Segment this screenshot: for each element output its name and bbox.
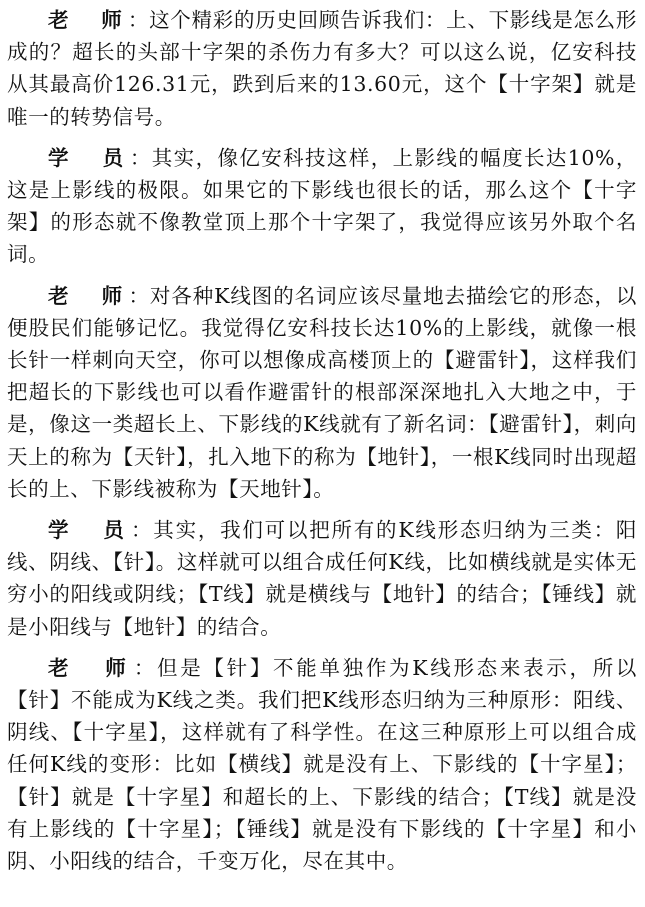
paragraph-text: ：对各种K线图的名词应该尽量地去描绘它的形态，以便股民们能够记忆。我觉得亿安科技长达10%的上影线，就像一根长针一样刺向天空，你可以想像成高楼顶上的【避雷针】，这样我们把超长的下影线也可以看作避雷针的根部深深地扎入大地之中，于是，像这一类超长上、下影线的K线就有了新名词：【避雷针】，刺向天上的称为【天针】，扎入地下的称为【地针】，一根K线同时出现超长的上、下影线被称为【天地针】。: [7, 283, 638, 501]
paragraph-text: ：其实，我们可以把所有的K线形态归纳为三类：阳线、阴线、【针】。这样就可以组合成任何K线，比如横线就是实体无穷小的阳线或阴线；【T线】就是横线与【地针】的结合；【锤线】就是小阳线与【地针】的结合。: [7, 518, 637, 639]
speaker-label: 学 员: [48, 518, 132, 543]
speaker-label: 老 师: [48, 8, 128, 32]
dialogue-paragraph-5: [7, 652, 637, 877]
dialogue-paragraph-4: [7, 514, 637, 643]
paragraph-text: ：其实，像亿安科技这样，上影线的幅度长达10%，这是上影线的极限。如果它的下影线也很长的话，那么这个【十字架】的形态就不像教堂顶上那个十字架了，我觉得应该另外取个名词。: [7, 145, 638, 267]
speaker-label: 老 师: [48, 283, 129, 308]
paragraph-text: ：这个精彩的历史回顾告诉我们：上、下影线是怎么形成的？超长的头部十字架的杀伤力有多大？可以这么说，亿安科技从其最高价126.31元，跌到后来的13.60元，这个【十字架】就是唯一的转势信号。: [7, 8, 637, 129]
dialogue-paragraph-1: [7, 4, 637, 133]
dialogue-paragraph-3: [7, 280, 637, 505]
paragraph-text: ：但是【针】不能单独作为K线形态来表示，所以【针】不能成为K线之类。我们把K线形态归纳为三种原形：阳线、阴线、【十字星】，这样就有了科学性。在这三种原形上可以组合成任何K线的变形：比如【横线】就是没有上、下影线的【十字星】；【针】就是【十字星】和超长的上、下影线的结合；【T线】就是没有上影线的【十字星】；【锤线】就是没有下影线的【十字星】和小阴、小阳线的结合，千变万化，尽在其中。: [7, 655, 637, 874]
speaker-label: 老 师: [48, 655, 134, 680]
dialogue-paragraph-2: [7, 142, 637, 271]
speaker-label: 学 员: [48, 145, 130, 170]
